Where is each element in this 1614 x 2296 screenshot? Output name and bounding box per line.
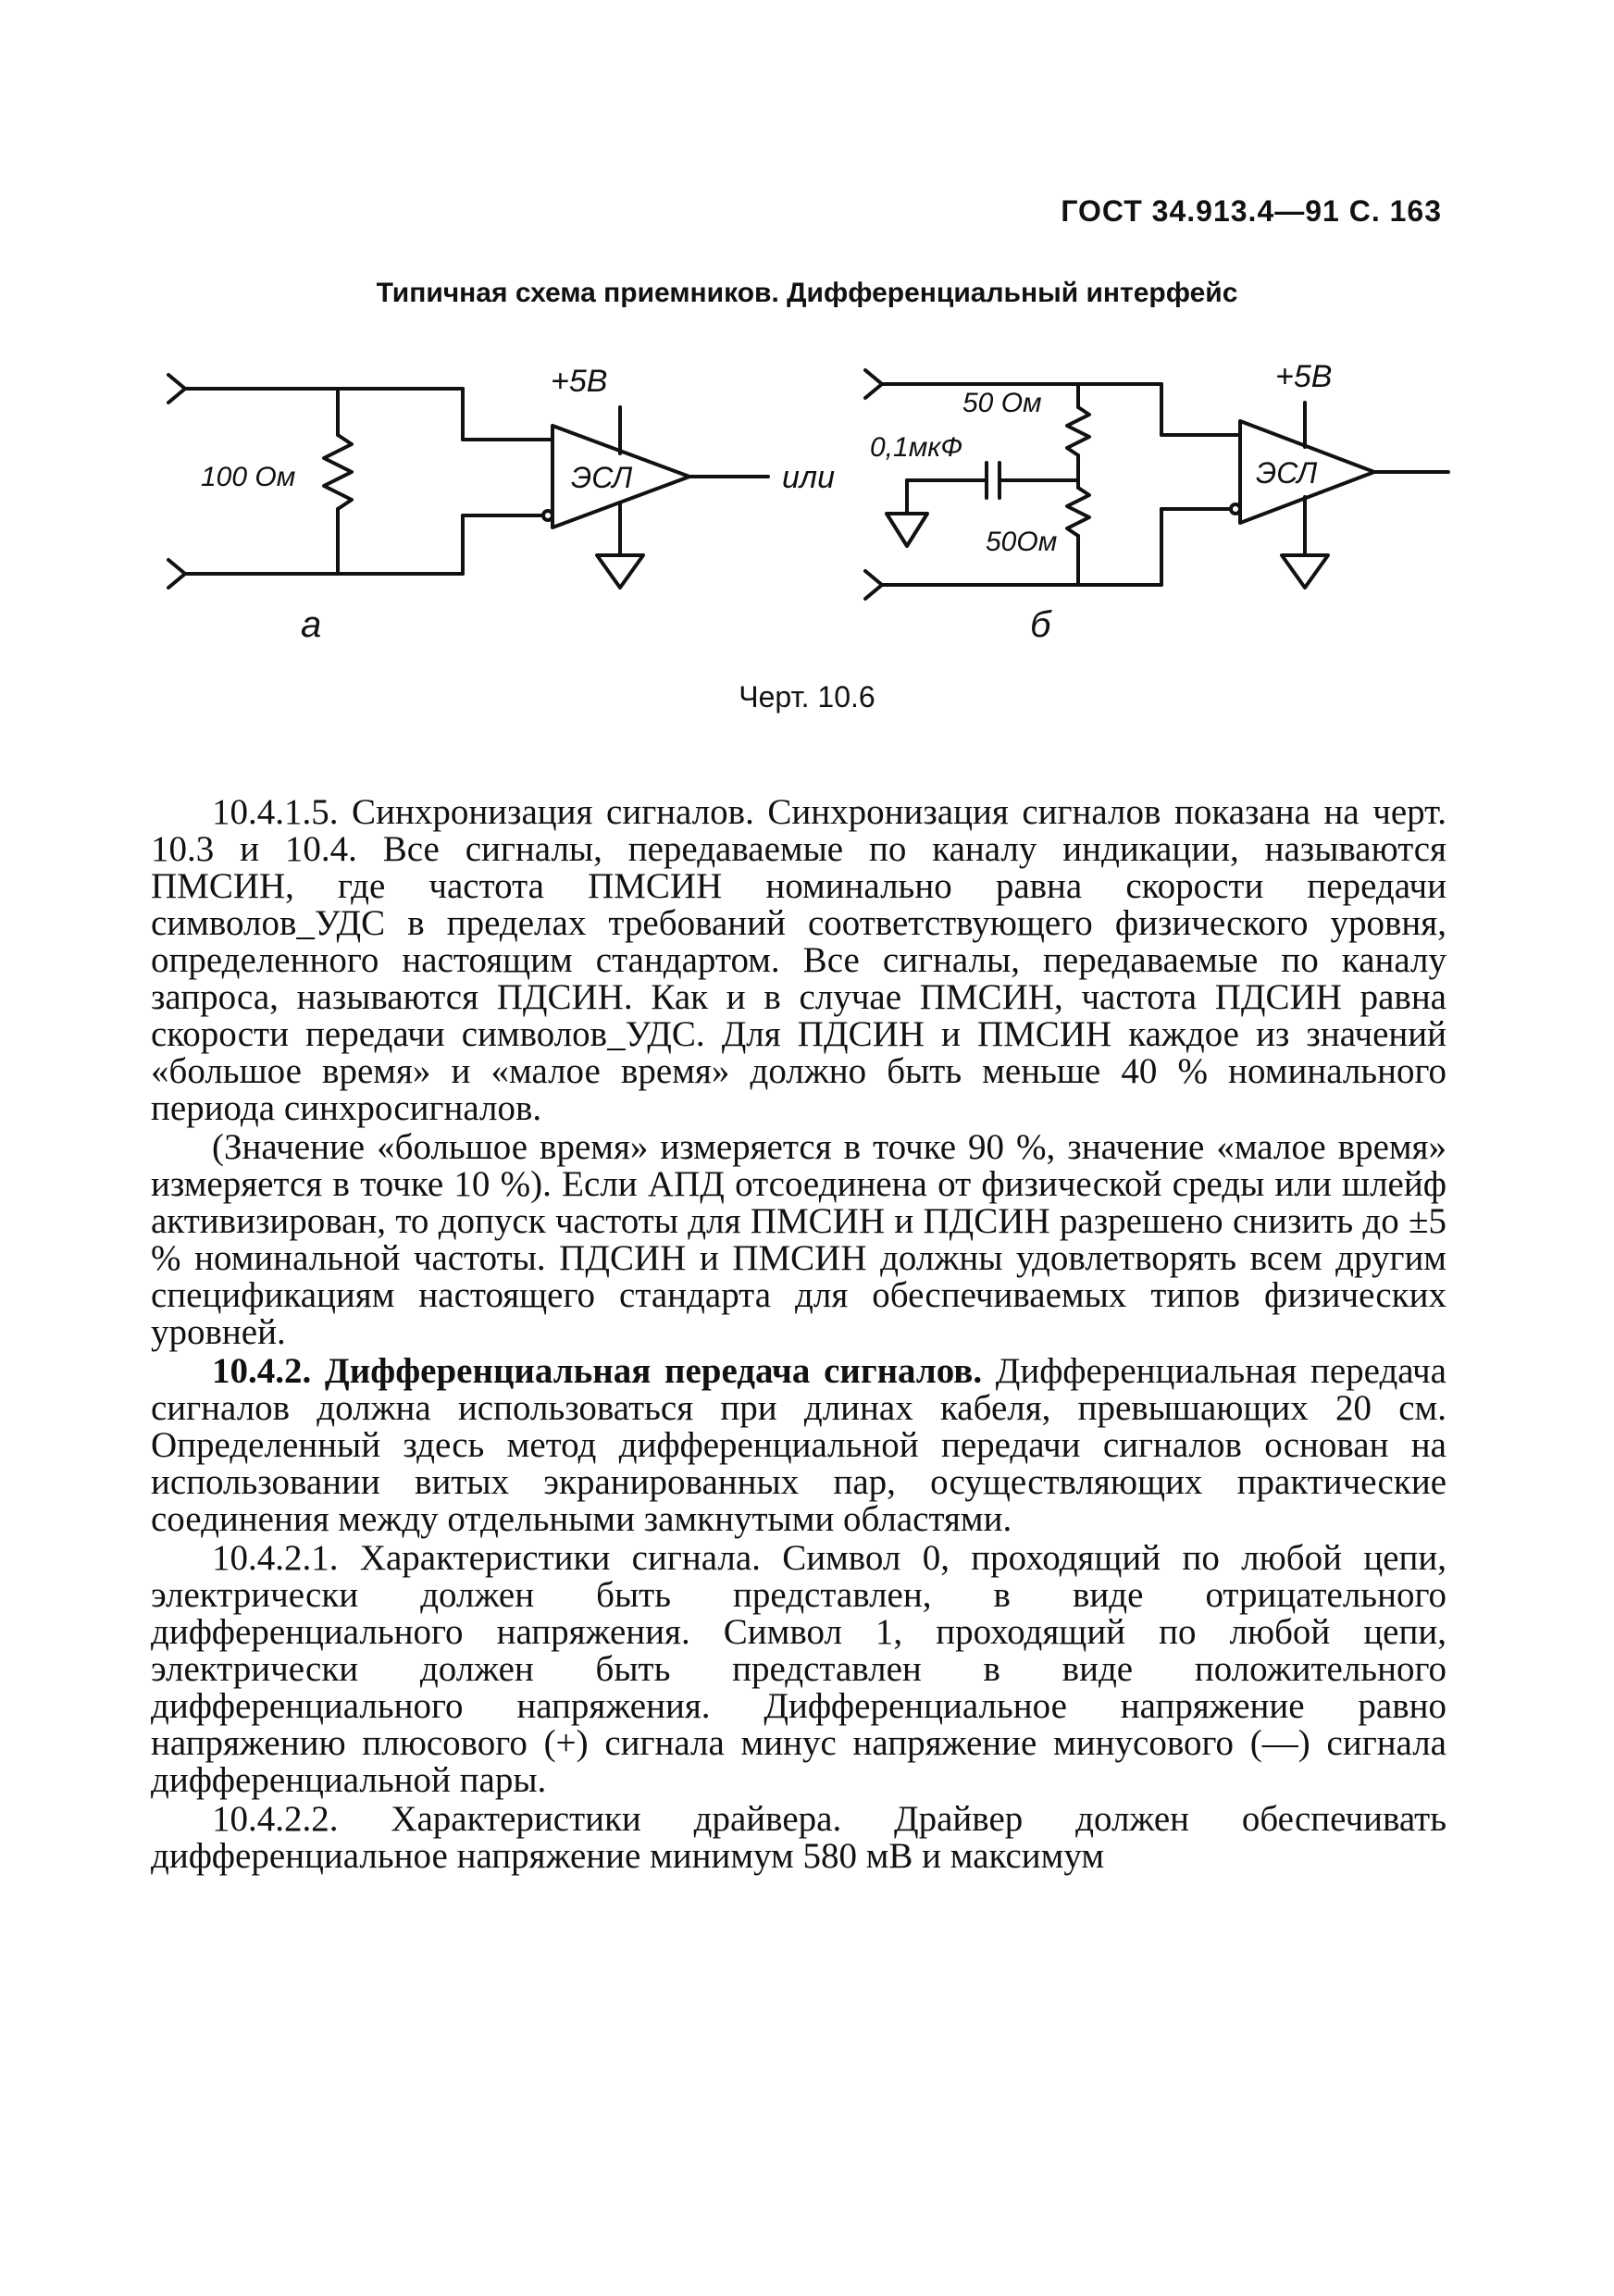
supply-label-a: +5В bbox=[551, 364, 608, 399]
figure-title: Типичная схема приемников. Дифференциальный интерфейс bbox=[376, 278, 1238, 308]
supply-label-b: +5В bbox=[1275, 359, 1333, 394]
ground-a bbox=[597, 555, 643, 588]
sub-label-b: б bbox=[1030, 604, 1051, 645]
buffer-label-a: ЭСЛ bbox=[571, 461, 633, 494]
page-header: ГОСТ 34.913.4—91 С. 163 bbox=[1061, 194, 1442, 228]
sub-label-a: а bbox=[301, 604, 322, 645]
resistor-50-ohm-top bbox=[1067, 407, 1089, 455]
paragraph-10-4-1-5: 10.4.1.5. Синхронизация сигналов. Синхронизация сигналов показана на черт. 10.3 и 10.4. Все сигналы, передаваемые по каналу индикации, называются ПМСИН, где частота ПМСИН номинально равна скорости передачи символов_УДС в пределах требований соответствующего физического уровня, определенного настоящим стандартом. Все сигналы, передаваемые по каналу запроса, называются ПДСИН. Как и в случае ПМСИН, частота ПДСИН равна скорости передачи символов_УДС. Для ПДСИН и ПМСИН каждое из значений «большое время» и «малое время» должно быть меньше 40 % номинального периода синхросигналов. bbox=[151, 792, 1446, 1128]
resistor-100-ohm bbox=[324, 435, 352, 509]
resistor-50-ohm-bottom bbox=[1067, 488, 1089, 536]
paragraph-10-4-2 bbox=[151, 1353, 1446, 1538]
capacitor-label-b: 0,1мкФ bbox=[870, 432, 963, 463]
section-heading-10-4-2: 10.4.2. Дифференциальная передача сигналов. bbox=[212, 1351, 983, 1391]
input-arrow-top bbox=[865, 370, 882, 398]
receiver-schematic bbox=[157, 356, 1453, 662]
figure-caption: Черт. 10.6 bbox=[739, 680, 875, 714]
paragraph-note: (Значение «большое время» измеряется в точке 90 %, значение «малое время» измеряется в точке 10 %). Если АПД отсоединена от физической среды или шлейф активизирован, то допуск частоты для ПМСИН и ПДСИН разрешено снизить до ±5 % номинальной частоты. ПДСИН и ПМСИН должны удовлетворять всем другим спецификациям настоящего стандарта для обеспечиваемых типов физических уровней. bbox=[151, 1127, 1446, 1352]
resistor-bottom-label-b: 50Ом bbox=[986, 527, 1058, 557]
ground-b-left bbox=[887, 514, 927, 546]
input-arrow-bottom bbox=[865, 571, 882, 599]
circuit-b bbox=[865, 370, 1448, 599]
paragraph-10-4-2-1: 10.4.2.1. Характеристики сигнала. Символ 0, проходящий по любой цепи, электрически должен быть представлен, в виде отрицательного дифференциального напряжения. Символ 1, проходящий по любой цепи, электрически должен быть представлен в виде положительного дифференциального напряжения. Дифференциальное напряжение равно напряжению плюсового (+) сигнала минус напряжение минусового (—) сигнала дифференциальной пары. bbox=[151, 1538, 1446, 1800]
buffer-label-b: ЭСЛ bbox=[1256, 456, 1318, 490]
input-arrow-bottom bbox=[168, 560, 185, 588]
paragraph-10-4-2-body: Дифференциальная передача сигналов должна использоваться при длинах кабеля, превышающих 20 см. Определенный здесь метод дифференциальной передачи сигналов основан на использовании витых экранированных пар, осуществляющих практические соединения между отдельными замкнутыми областями. bbox=[151, 1351, 1446, 1539]
resistor-label-a: 100 Ом bbox=[201, 462, 296, 492]
body-text bbox=[151, 794, 1446, 1877]
resistor-top-label-b: 50 Ом bbox=[962, 388, 1042, 418]
input-arrow-top bbox=[168, 375, 185, 403]
ground-b bbox=[1282, 555, 1328, 588]
or-label: или bbox=[782, 460, 835, 495]
paragraph-10-4-2-2: 10.4.2.2. Характеристики драйвера. Драйвер должен обеспечивать дифференциальное напряжение минимум 580 мВ и максимум bbox=[151, 1799, 1446, 1876]
